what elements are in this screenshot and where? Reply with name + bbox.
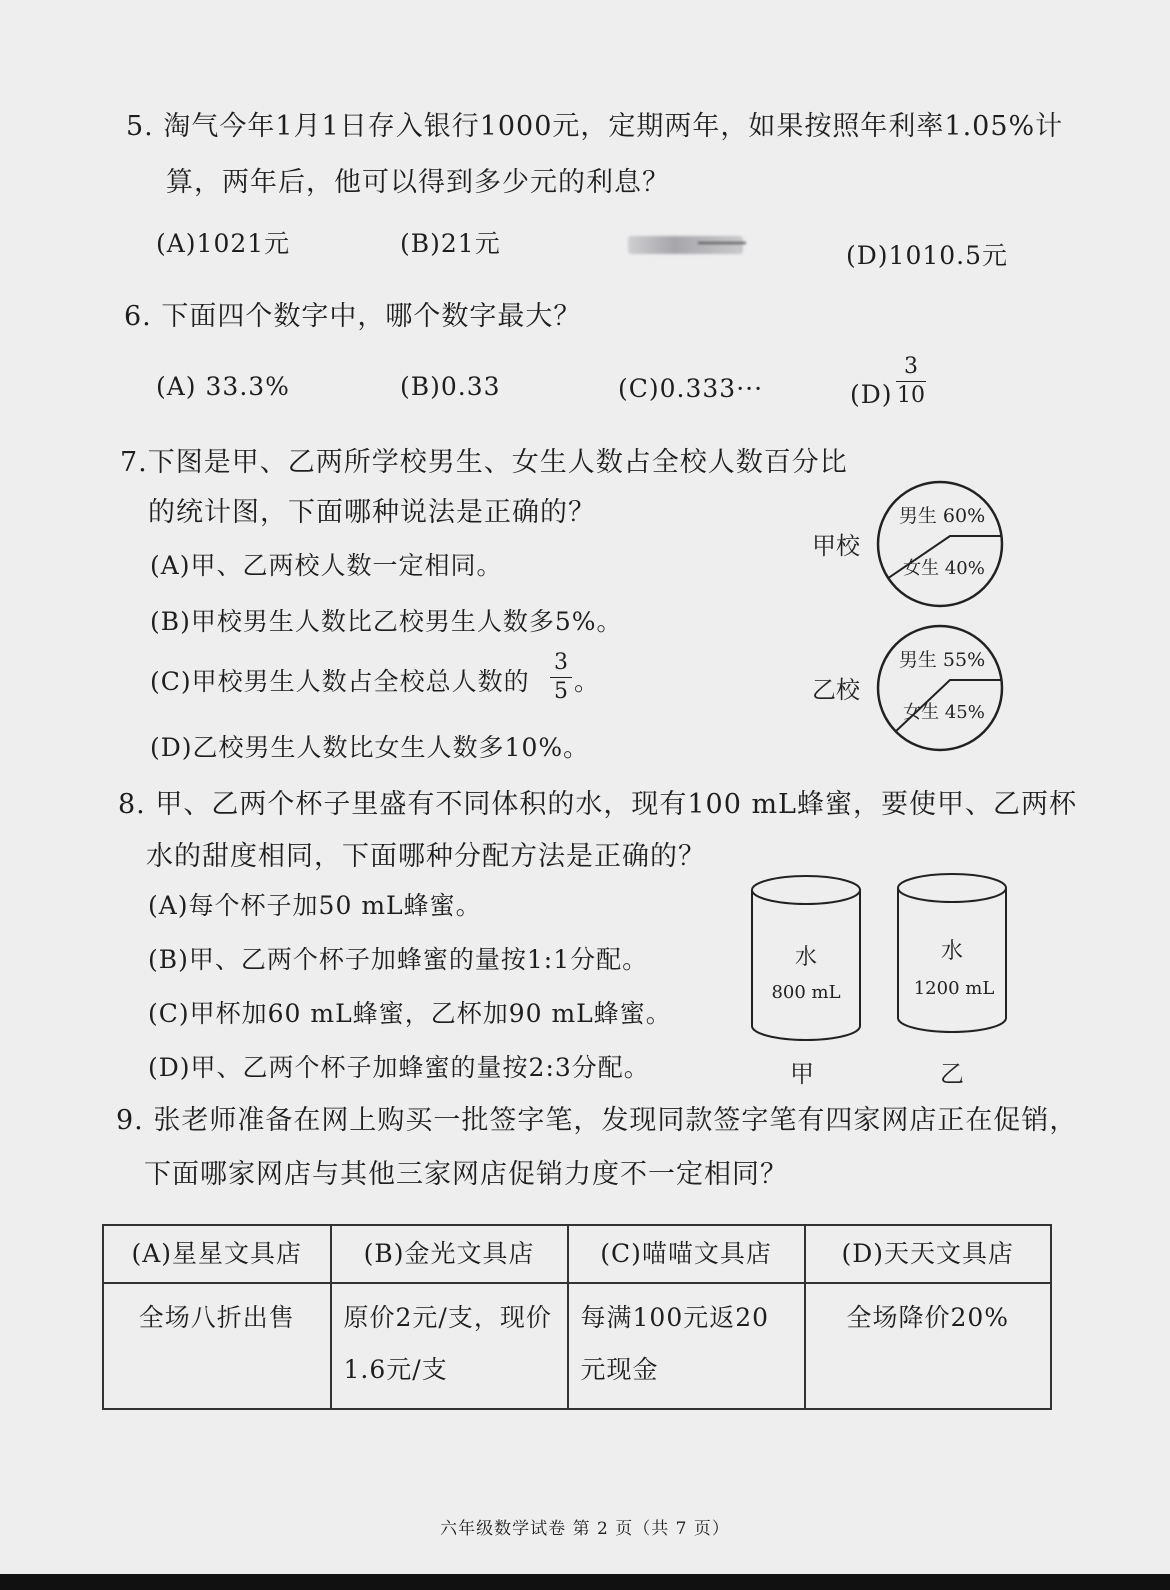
q7-option-c-tail: 。 [574, 667, 601, 696]
q6-option-c: (C)0.333··· [618, 374, 764, 403]
q9-stem-line1: 9. 张老师准备在网上购买一批签字笔，发现同款签字笔有四家网店正在促销， [116, 1105, 1078, 1136]
q6-fraction-d [896, 354, 926, 409]
page-footer: 六年级数学试卷 第 2 页（共 7 页） [440, 1519, 730, 1539]
q5-option-c-redacted [628, 236, 743, 254]
fraction-numerator: 3 [554, 650, 568, 675]
table-cell: 全场降价20% [805, 1283, 1051, 1409]
cup-jia-label: 甲 [790, 1060, 814, 1088]
q6-stem: 6. 下面四个数字中，哪个数字最大？ [124, 301, 582, 332]
q7-stem-line1: 7.下图是甲、乙两所学校男生、女生人数占全校人数百分比 [120, 447, 848, 478]
table-header-row [103, 1225, 1051, 1283]
table-cell: 每满100元返20元现金 [568, 1283, 805, 1409]
q7-option-b: (B)甲校男生人数比乙校男生人数多5%。 [150, 607, 623, 636]
pie-chart-jia [812, 482, 1002, 606]
q9-stem-line2: 下面哪家网店与其他三家网店促销力度不一定相同？ [144, 1159, 788, 1190]
q8-stem-line1: 8. 甲、乙两个杯子里盛有不同体积的水，现有100 mL蜂蜜，要使甲、乙两杯 [118, 789, 1077, 820]
q5-option-b: (B)21元 [400, 229, 501, 258]
bottom-edge [0, 1574, 1170, 1590]
cup-jia-volume: 800 mL [771, 982, 841, 1003]
q5-option-d: (D)1010.5元 [846, 241, 1009, 270]
table-header-cell: (C)喵喵文具店 [568, 1225, 805, 1283]
q7-stem-line2: 的统计图，下面哪种说法是正确的？ [148, 497, 596, 528]
cup-yi [898, 874, 1006, 1088]
q7-option-c: (C)甲校男生人数占全校总人数的 [150, 667, 530, 696]
fraction-bar [550, 677, 572, 678]
q8-option-b: (B)甲、乙两个杯子加蜂蜜的量按1:1分配。 [148, 945, 649, 974]
pie-slice-label-boys: 男生 55% [898, 649, 986, 671]
q7-option-a: (A)甲、乙两校人数一定相同。 [150, 551, 503, 580]
fraction-numerator: 3 [904, 354, 918, 379]
q7-fraction-c [550, 650, 572, 705]
fraction-denominator: 10 [897, 383, 925, 408]
promotion-table [102, 1224, 1052, 1410]
fraction-bar [896, 381, 926, 382]
pie-slice-label-boys: 男生 60% [898, 505, 986, 527]
pie-school-label: 乙校 [812, 676, 860, 704]
q5-stem-line1: 5. 淘气今年1月1日存入银行1000元，定期两年，如果按照年利率1.05%计 [126, 111, 1064, 142]
cup-jia [752, 876, 860, 1088]
pie-slice-label-girls: 女生 40% [903, 558, 985, 579]
q6-option-b: (B)0.33 [400, 372, 501, 401]
pie-slice-label-girls: 女生 45% [903, 702, 985, 723]
table-cell: 原价2元/支，现价1.6元/支 [331, 1283, 568, 1409]
q8-option-a: (A)每个杯子加50 mL蜂蜜。 [148, 891, 482, 920]
fraction-denominator: 5 [554, 679, 568, 704]
cup-yi-water-word: 水 [940, 939, 964, 964]
cup-jia-water-word: 水 [794, 945, 818, 970]
q7-pie-charts [800, 470, 1020, 770]
pie-chart-yi [812, 626, 1002, 750]
table-row [103, 1283, 1051, 1409]
q8-option-c: (C)甲杯加60 mL蜂蜜，乙杯加90 mL蜂蜜。 [148, 999, 672, 1028]
table-header-cell: (B)金光文具店 [331, 1225, 568, 1283]
q6-option-d: (D) [850, 380, 893, 409]
table-header-cell: (D)天天文具店 [805, 1225, 1051, 1283]
cup-yi-label: 乙 [940, 1060, 964, 1088]
q6-option-a: (A) 33.3% [156, 372, 290, 401]
q8-cups-figure [740, 866, 1030, 1096]
cup-yi-volume: 1200 mL [913, 978, 995, 999]
q8-stem-line2: 水的甜度相同，下面哪种分配方法是正确的？ [146, 841, 706, 872]
q5-option-a: (A)1021元 [156, 229, 291, 258]
q5-stem-line2: 算，两年后，他可以得到多少元的利息？ [166, 167, 670, 198]
q8-option-d: (D)甲、乙两个杯子加蜂蜜的量按2:3分配。 [148, 1053, 650, 1082]
pie-school-label: 甲校 [812, 532, 860, 560]
table-header-cell: (A)星星文具店 [103, 1225, 331, 1283]
q7-option-d: (D)乙校男生人数比女生人数多10%。 [150, 733, 590, 762]
table-cell: 全场八折出售 [103, 1283, 331, 1409]
